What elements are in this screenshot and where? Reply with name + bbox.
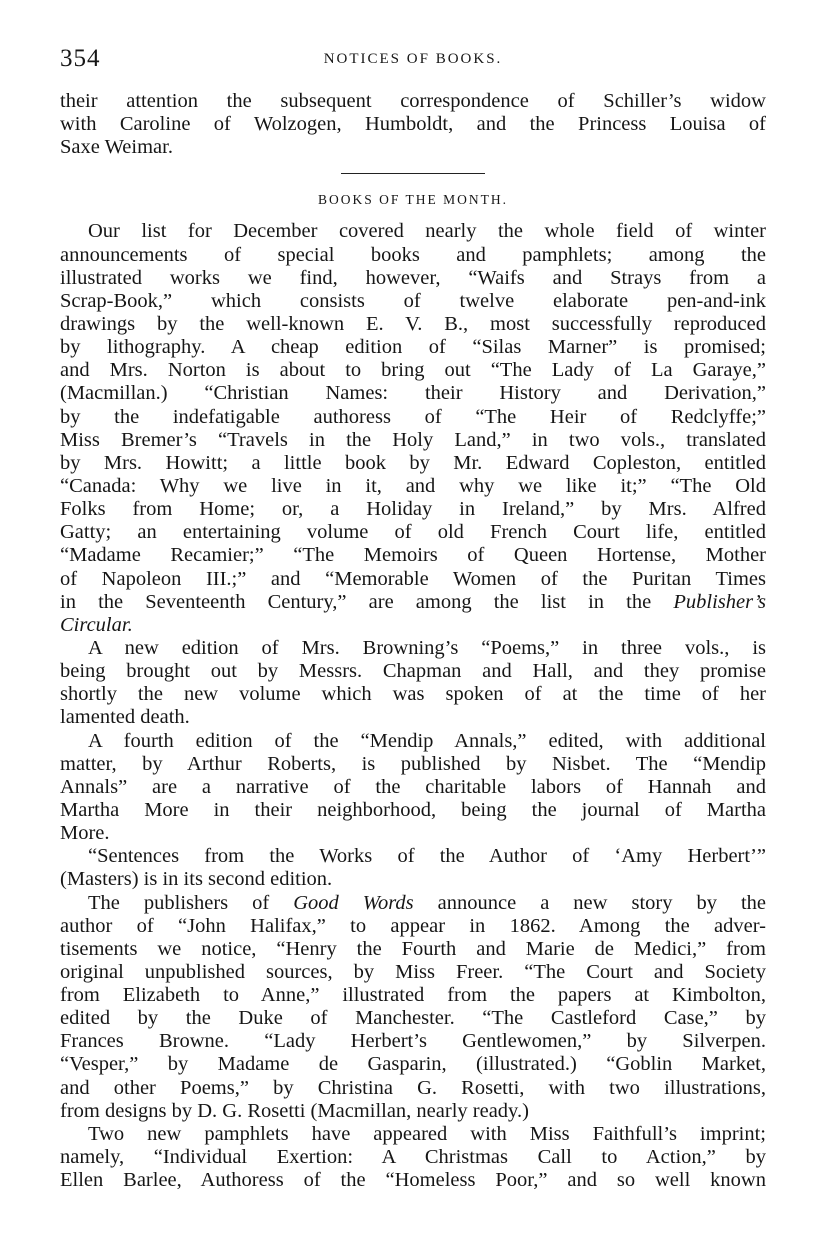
text-line: original unpublished sources, by Miss Freer. “The Court and Society: [60, 960, 766, 983]
text-line: Annals” are a narrative of the charitable labors of Hannah and: [60, 775, 766, 798]
intro-paragraph: [60, 90, 766, 159]
text-line: shortly the new volume which was spoken of at the time of her: [60, 683, 766, 706]
text-line: announcements of special books and pamphlets; among the: [60, 243, 766, 266]
italic-title: Good Words: [293, 891, 414, 914]
text-line: Folks from Home; or, a Holiday in Ireland,” by Mrs. Alfred: [60, 498, 766, 521]
text-line: namely, “Individual Exertion: A Christmas Call to Action,” by: [60, 1146, 766, 1169]
text-line: being brought out by Messrs. Chapman and Hall, and they promise: [60, 660, 766, 683]
text-line: [60, 591, 766, 614]
text-line: (Masters) is in its second edition.: [60, 868, 333, 891]
page-header: [60, 44, 766, 74]
text-line: drawings by the well-known E. V. B., most successfully reproduced: [60, 312, 766, 335]
body-text: [60, 90, 766, 1192]
text-line: Saxe Weimar.: [60, 136, 173, 159]
text-line: Martha More in their neighborhood, being the journal of Martha: [60, 798, 766, 821]
text-line: Our list for December covered nearly the whole field of winter: [88, 220, 766, 243]
text-line: tisements we notice, “Henry the Fourth and Marie de Medici,” from: [60, 937, 766, 960]
text-line: by lithography. A cheap edition of “Silas Marner” is promised;: [60, 336, 766, 359]
text-line: and Mrs. Norton is about to bring out “The Lady of La Garaye,”: [60, 359, 766, 382]
text-line: “Canada: Why we live in it, and why we like it;” “The Old: [60, 474, 766, 497]
text-line: illustrated works we find, however, “Waifs and Strays from a: [60, 266, 766, 289]
text-line: Scrap-Book,” which consists of twelve elaborate pen-and-ink: [60, 289, 766, 312]
text-line: “Sentences from the Works of the Author of ‘Amy Herbert’”: [88, 845, 766, 868]
text-line: by Mrs. Howitt; a little book by Mr. Edward Copleston, entitled: [60, 451, 766, 474]
text-line: from Elizabeth to Anne,” illustrated from the papers at Kimbolton,: [60, 984, 766, 1007]
page-number: 354: [60, 45, 101, 72]
text-line: Gatty; an entertaining volume of old French Court life, entitled: [60, 521, 766, 544]
text-line: from designs by D. G. Rosetti (Macmillan, nearly ready.): [60, 1099, 529, 1122]
text-line: of Napoleon III.;” and “Memorable Women of the Puritan Times: [60, 567, 766, 590]
text-line: Frances Browne. “Lady Herbert’s Gentlewomen,” by Silverpen.: [60, 1030, 766, 1053]
text-line: Two new pamphlets have appeared with Miss Faithfull’s imprint;: [88, 1122, 766, 1145]
text-line: their attention the subsequent correspondence of Schiller’s widow: [60, 90, 766, 112]
text-line: Miss Bremer’s “Travels in the Holy Land,” in two vols., translated: [60, 428, 766, 451]
section-divider: [341, 173, 485, 174]
running-head: NOTICES OF BOOKS.: [323, 51, 503, 67]
text-line: matter, by Arthur Roberts, is published by Nisbet. The “Mendip: [60, 752, 766, 775]
text-line: “Madame Recamier;” “The Memoirs of Queen Hortense, Mother: [60, 544, 766, 567]
text-fragment: announce a new story by the: [437, 891, 766, 914]
text-line: A new edition of Mrs. Browning’s “Poems,” in three vols., is: [88, 636, 766, 659]
paragraph-browning: [60, 637, 766, 730]
paragraph-sentences: [60, 845, 766, 891]
text-line: and other Poems,” by Christina G. Rosetti, with two illustrations,: [60, 1076, 766, 1099]
text-line: Ellen Barlee, Authoress of the “Homeless Poor,” and so well known: [60, 1169, 766, 1192]
paragraph-december-list: [60, 220, 766, 637]
paragraph-pamphlets: [60, 1123, 766, 1192]
text-line: lamented death.: [60, 706, 190, 729]
text-line: with Caroline of Wolzogen, Humboldt, and the Princess Louisa of: [60, 113, 766, 136]
text-fragment: The publishers of: [88, 891, 270, 914]
text-line: [60, 892, 766, 915]
section-title: BOOKS OF THE MONTH.: [317, 192, 508, 208]
paragraph-mendip-annals: [60, 730, 766, 846]
paragraph-good-words: [60, 892, 766, 1123]
italic-title: Circular.: [60, 613, 133, 636]
text-line: (Macmillan.) “Christian Names: their History and Derivation,”: [60, 382, 766, 405]
text-line: author of “John Halifax,” to appear in 1862. Among the adver-: [60, 914, 766, 937]
text-line: A fourth edition of the “Mendip Annals,” edited, with additional: [88, 729, 766, 752]
text-fragment: in the Seventeenth Century,” are among the list in the: [60, 590, 652, 613]
text-line: “Vesper,” by Madame de Gasparin, (illustrated.) “Goblin Market,: [60, 1053, 766, 1076]
text-line: More.: [60, 822, 110, 845]
text-line: edited by the Duke of Manchester. “The Castleford Case,” by: [60, 1007, 766, 1030]
italic-title: Publisher’s: [673, 590, 766, 613]
text-line: [60, 614, 766, 637]
text-line: by the indefatigable authoress of “The Heir of Redclyffe;”: [60, 405, 766, 428]
